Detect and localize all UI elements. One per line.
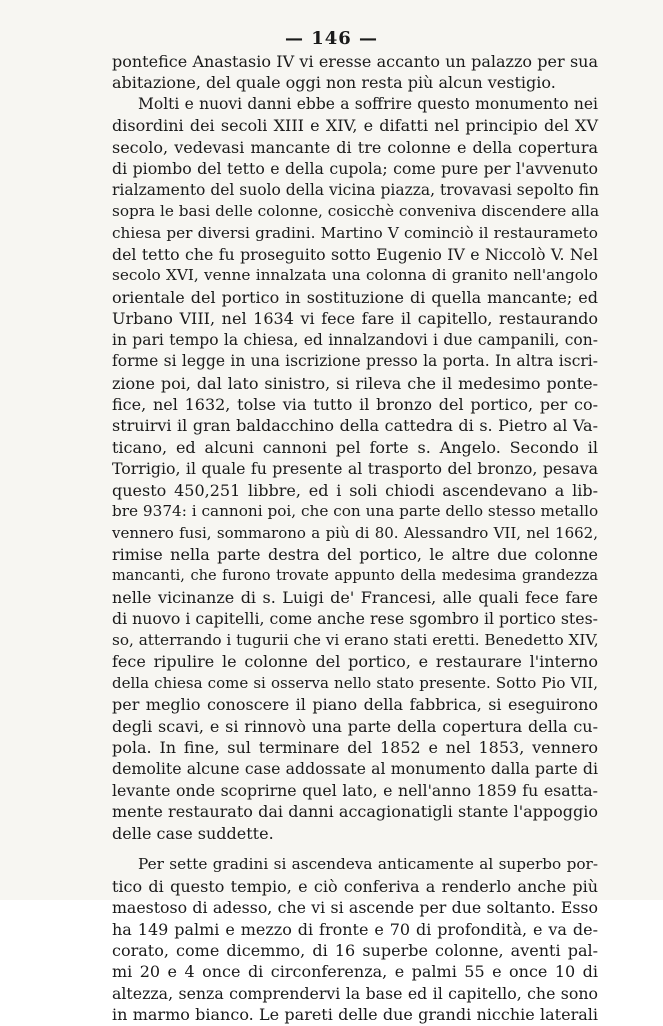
text-line: di nuovo i capitelli, come anche rese sgombro il portico stes- <box>112 609 598 629</box>
text-line: pola. In fine, sul terminare del 1852 e nel 1853, vennero <box>112 738 598 757</box>
text-line: Urbano VIII, nel 1634 vi fece fare il capitello, restaurando <box>112 309 598 329</box>
text-line: so, atterrando i tugurii che vi erano stati eretti. Benedetto XIV, <box>112 630 599 649</box>
text-line: mancanti, che furono trovate appunto della medesima grandezza <box>112 567 598 584</box>
text-line: mente restaurato dai danni accagionatigli stante l'appoggio <box>112 802 598 822</box>
text-line: delle case suddette. <box>112 823 274 843</box>
text-line: struirvi il gran baldacchino della cattedra di s. Pietro al Va- <box>112 416 598 436</box>
text-line: mi 20 e 4 once di circonferenza, e palmi 55 e once 10 di <box>112 962 598 982</box>
text-line: corato, come dicemmo, di 16 superbe colonne, aventi pal- <box>112 940 598 960</box>
page-number: — 146 — <box>284 28 379 49</box>
text-line: orientale del portico in sostituzione di quella mancante; ed <box>112 287 598 307</box>
text-line: rimise nella parte destra del portico, le altre due colonne <box>112 545 598 565</box>
text-line: di piombo del tetto e della cupola; come pure per l'avvenuto <box>112 159 598 179</box>
text-line: pontefice Anastasio IV vi eresse accanto un palazzo per sua <box>112 52 598 71</box>
text-line: in marmo bianco. Le pareti delle due grandi nicchie laterali <box>112 1005 598 1025</box>
text-line: disordini dei secoli XIII e XIV, e difatti nel principio del XV <box>112 116 598 136</box>
text-line: bre 9374: i cannoni poi, che con una parte dello stesso metallo <box>112 502 599 521</box>
text-line: tico di questo tempio, e ciò conferiva a renderlo anche più <box>112 876 598 896</box>
text-line: ticano, ed alcuni cannoni pel forte s. Angelo. Secondo il <box>112 437 598 457</box>
text-line: del tetto che fu proseguito sotto Eugenio IV e Niccolò V. Nel <box>112 244 598 264</box>
text-line: forme si legge in una iscrizione presso la porta. In altra iscri- <box>112 352 598 371</box>
text-line: fece ripulire le colonne del portico, e restaurare l'interno <box>112 652 598 672</box>
text-line: secolo XVI, venne innalzata una colonna di granito nell'angolo <box>112 266 598 285</box>
text-line: chiesa per diversi gradini. Martino V cominciò il restaurameto <box>112 223 598 242</box>
text-line: ha 149 palmi e mezzo di fronte e 70 di profondità, e va de- <box>112 919 598 939</box>
text-line: maestoso di adesso, che vi si ascende per due soltanto. Esso <box>112 898 598 918</box>
text-line: in pari tempo la chiesa, ed innalzandovi i due campanili, con- <box>112 330 598 349</box>
text-line: Per sette gradini si ascendeva anticamente al superbo por- <box>138 855 598 874</box>
text-line: fice, nel 1632, tolse via tutto il bronzo del portico, per co- <box>112 395 598 414</box>
text-line: questo 450,251 libbre, ed i soli chiodi ascendevano a lib- <box>112 480 598 500</box>
text-line: secolo, vedevasi mancante di tre colonne e della copertura <box>112 137 598 157</box>
text-line: Molti e nuovi danni ebbe a soffrire questo monumento nei <box>138 94 598 113</box>
text-line: degli scavi, e si rinnovò una parte della copertura della cu- <box>112 716 598 736</box>
text-line: altezza, senza comprendervi la base ed il capitello, che sono <box>112 983 598 1003</box>
text-line: demolite alcune case addossate al monumento dalla parte di <box>112 759 598 779</box>
text-line: abitazione, del quale oggi non resta più alcun vestigio. <box>112 73 556 93</box>
text-line: per meglio conoscere il piano della fabbrica, si eseguirono <box>112 695 598 715</box>
text-line: zione poi, dal lato sinistro, si rileva che il medesimo ponte- <box>112 373 598 393</box>
text-line: della chiesa come si osserva nello stato presente. Sotto Pio VII, <box>112 673 598 692</box>
text-line: levante onde scoprirne quel lato, e nell'anno 1859 fu esatta- <box>112 780 598 800</box>
text-line: rialzamento del suolo della vicina piazza, trovavasi sepolto fin <box>112 180 599 199</box>
text-line: sopra le basi delle colonne, cosicchè conveniva discendere alla <box>112 202 600 221</box>
text-line: Torrigio, il quale fu presente al trasporto del bronzo, pesava <box>112 459 598 479</box>
text-line: nelle vicinanze di s. Luigi de' Francesi, alle quali fece fare <box>112 587 598 607</box>
text-line: vennero fusi, sommarono a più di 80. Alessandro VII, nel 1662, <box>112 523 598 542</box>
body-text <box>112 51 598 1026</box>
